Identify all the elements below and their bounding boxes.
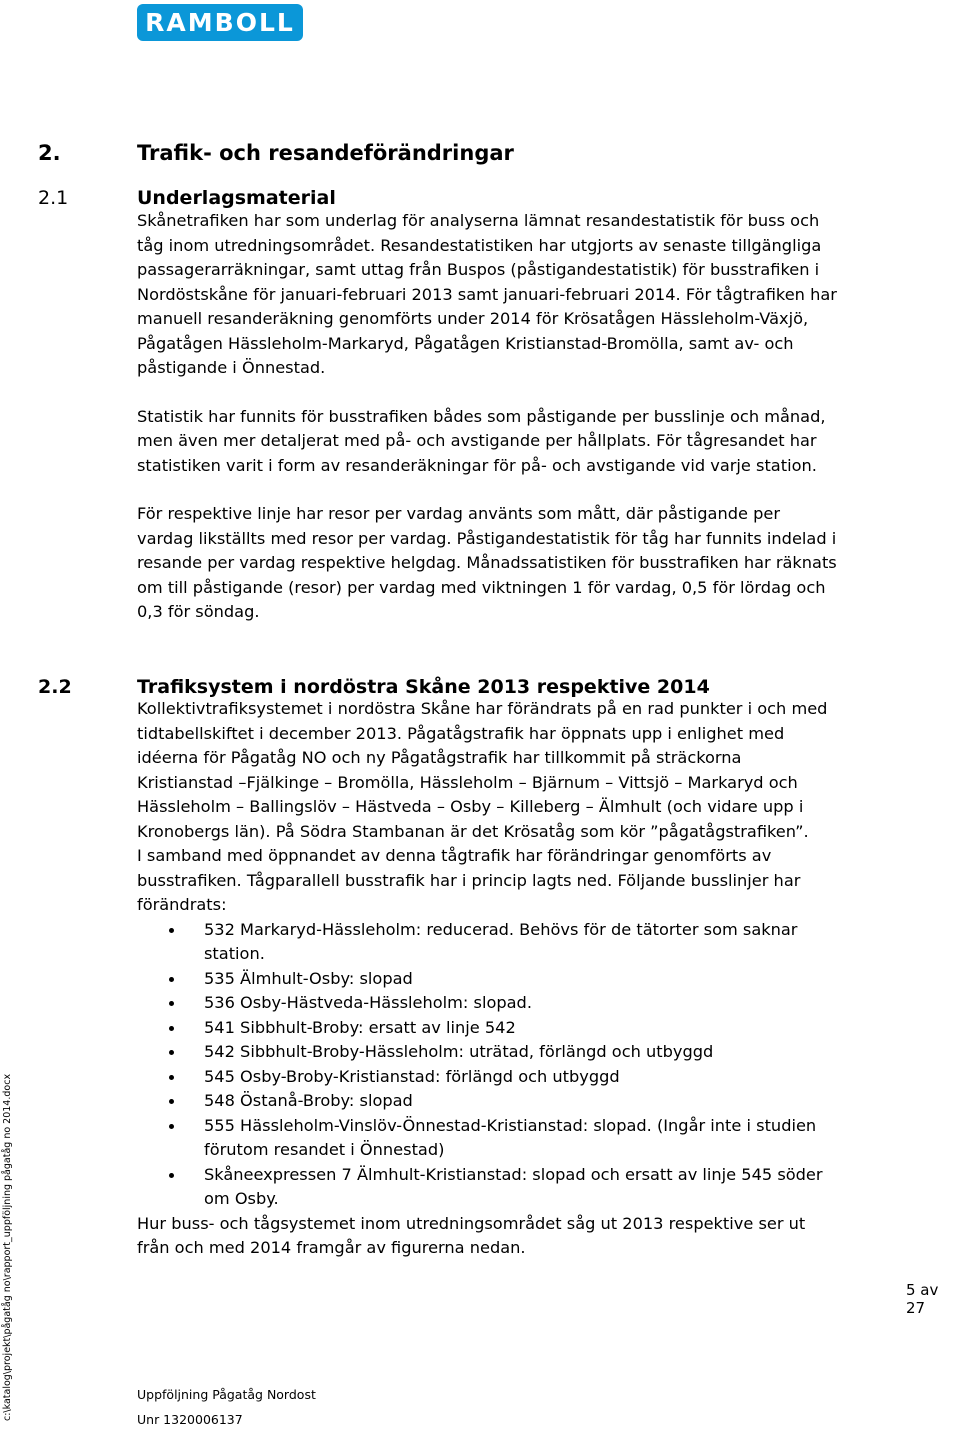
ramboll-logo: [137, 4, 303, 41]
list-item: 555 Hässleholm-Vinslöv-Önnestad-Kristianstad: slopad. (Ingår inte i studien förutom resandet i Önnestad): [137, 1114, 837, 1163]
section-title: Trafiksystem i nordöstra Skåne 2013 respektive 2014: [137, 676, 710, 698]
footer-unr: Unr 1320006137: [137, 1412, 243, 1427]
bus-line-list: [137, 918, 837, 1212]
page-number: 5 av 27: [906, 1281, 939, 1317]
list-item: 542 Sibbhult-Broby-Hässleholm: uträtad, förlängd och utbyggd: [137, 1040, 837, 1065]
list-item: 545 Osby-Broby-Kristianstad: förlängd och utbyggd: [137, 1065, 837, 1090]
section-title: Underlagsmaterial: [137, 187, 336, 209]
paragraph: I samband med öppnandet av denna tågtrafik har förändringar genomförts av busstrafiken. Tågparallell busstrafik har i princip lagts ned. Följande busslinjer har förändrats:: [137, 846, 801, 914]
list-item: 548 Östanå-Broby: slopad: [137, 1089, 837, 1114]
section-2-1-body: [137, 209, 837, 625]
paragraph: Skånetrafiken har som underlag för analyserna lämnat resandestatistik för buss och tåg inom utredningsområdet. Resandestatistiken har utgjorts av senaste tillgängliga passagerarräkningar, samt uttag från Buspos (påstigandestatistik) för busstrafiken i Nordöstskåne för januari-februari 2013 samt januari-februari 2014. För tågtrafiken har manuell resanderäkning genomförts under 2014 för Krösatågen Hässleholm-Växjö, Pågatågen Hässleholm-Markaryd, Pågatågen Kristianstad-Bromölla, samt av- och påstigande i Önnestad.: [137, 211, 837, 377]
paragraph: Kollektivtrafiksystemet i nordöstra Skåne har förändrats på en rad punkter i och med tidtabellskiftet i december 2013. Pågatågstrafik har öppnats upp i enlighet med idéerna för Pågatåg NO och ny Pågatågstrafik har tillkommit på sträckorna Kristianstad –Fjälkinge – Bromölla, Hässleholm – Bjärnum – Vittsjö – Markaryd och Hässleholm – Ballingslöv – Hästveda – Osby – Killeberg – Älmhult (och vidare upp i Kronobergs län). På Södra Stambanan är det Krösatåg som kör ”pågatågstrafiken”.: [137, 699, 828, 841]
paragraph: För respektive linje har resor per vardag använts som mått, där påstigande per vardag likställts med resor per vardag. Påstigandestatistik för tåg har funnits indelad i resande per vardag respektive helgdag. Månadssatistiken för busstrafiken har räknats om till påstigande (resor) per vardag med viktningen 1 för vardag, 0,5 för lördag och 0,3 för söndag.: [137, 504, 837, 621]
chapter-heading: [38, 141, 514, 165]
footer-title: Uppföljning Pågatåg Nordost: [137, 1387, 316, 1402]
section-2-2-body: [137, 697, 837, 1261]
chapter-title: Trafik- och resandeförändringar: [137, 141, 514, 165]
section-number: 2.2: [38, 676, 72, 698]
chapter-number: 2.: [38, 141, 61, 165]
file-path-text: c:\katalog\projekt\pågatåg no\rapport_uppföljning pågatåg no 2014.docx: [2, 1073, 13, 1421]
paragraph: Hur buss- och tågsystemet inom utredningsområdet såg ut 2013 respektive ser ut från och med 2014 framgår av figurerna nedan.: [137, 1213, 806, 1257]
section-heading-2-2: [38, 676, 710, 698]
list-item: 535 Älmhult-Osby: slopad: [137, 967, 837, 992]
list-item: 541 Sibbhult-Broby: ersatt av linje 542: [137, 1016, 837, 1041]
paragraph: Statistik har funnits för busstrafiken bådes som påstigande per busslinje och månad, men även mer detaljerat med på- och avstigande per hållplats. För tågresandet har statistiken varit i form av resanderäkningar för på- och avstigande vid varje station.: [137, 406, 826, 475]
logo-text: RAMBOLL: [145, 8, 295, 37]
list-item: Skåneexpressen 7 Älmhult-Kristianstad: slopad och ersatt av linje 545 söder om Osby.: [137, 1163, 837, 1212]
list-item: 532 Markaryd-Hässleholm: reducerad. Behövs för de tätorter som saknar station.: [137, 918, 837, 967]
side-file-path: [0, 1073, 16, 1425]
list-item: 536 Osby-Hästveda-Hässleholm: slopad.: [137, 991, 837, 1016]
section-number: 2.1: [38, 187, 69, 209]
section-heading-2-1: [38, 187, 336, 209]
